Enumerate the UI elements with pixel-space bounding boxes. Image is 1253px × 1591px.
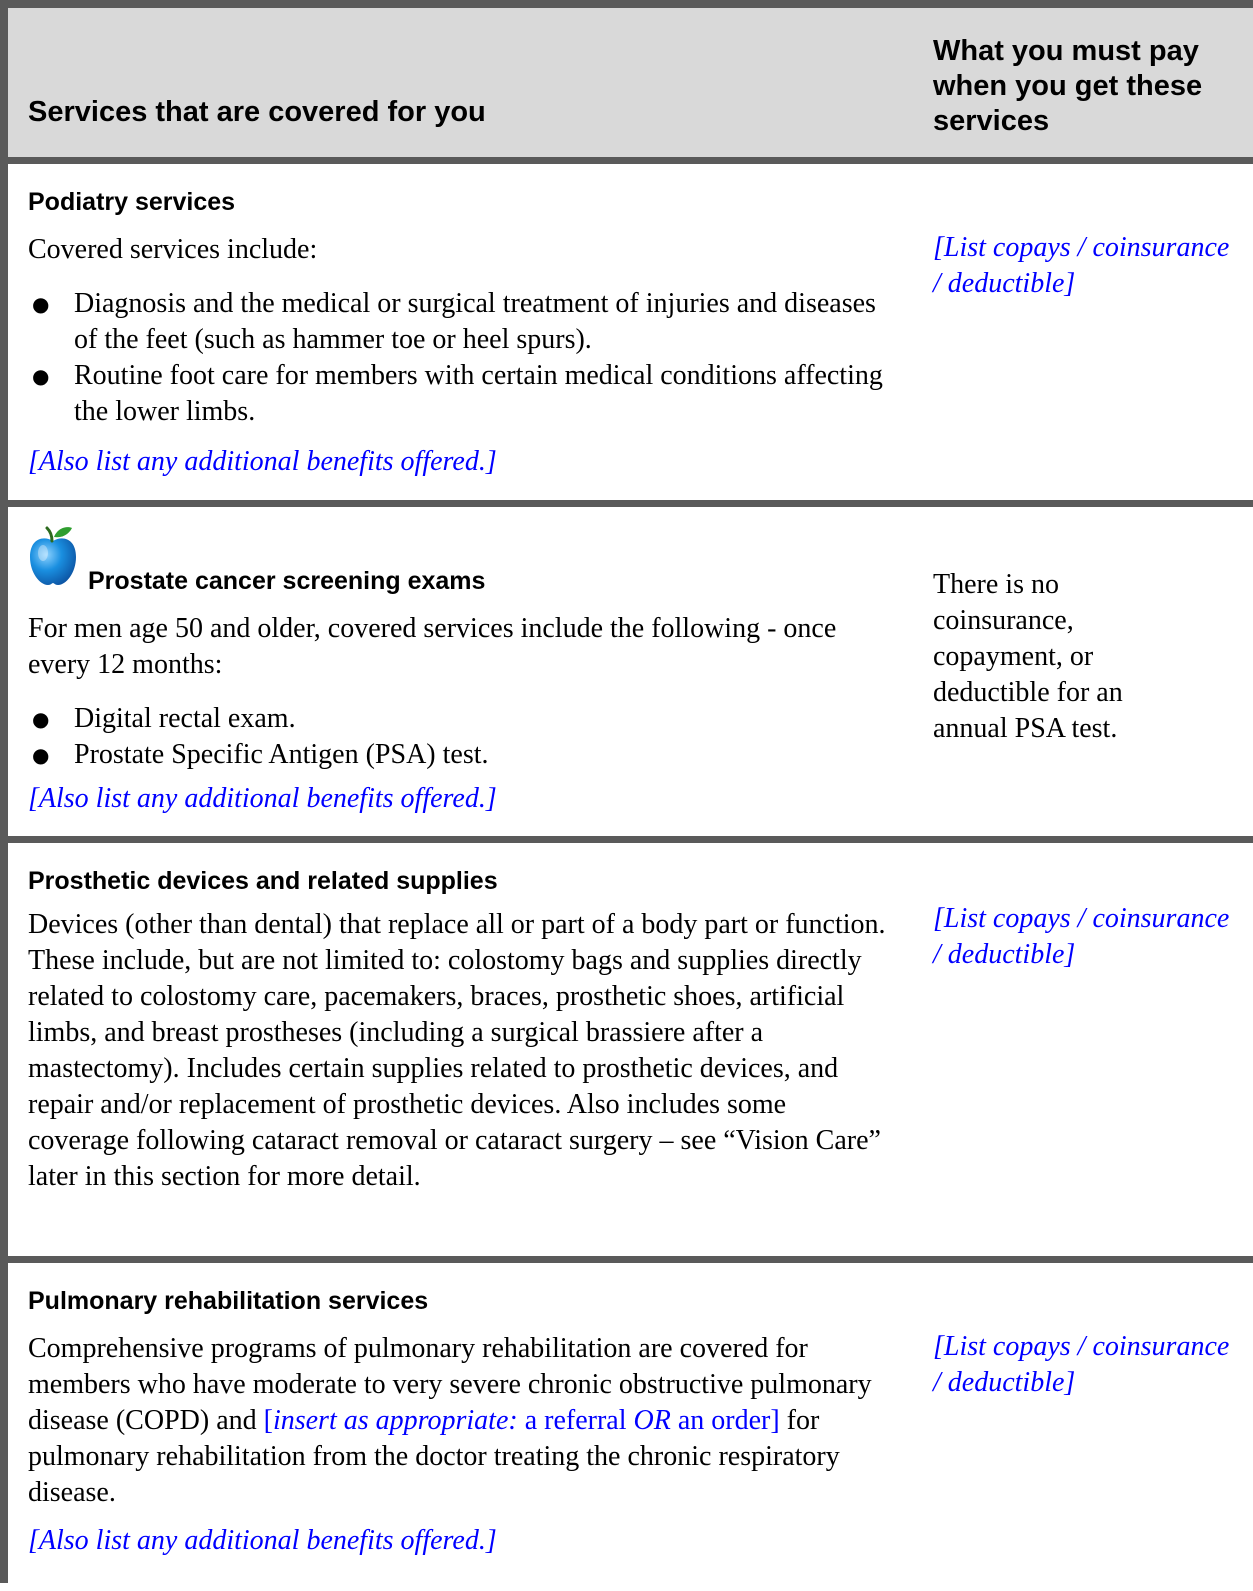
bullet-icon: ● [32, 707, 50, 731]
list-item: ● Diagnosis and the medical or surgical treatment of injuries and diseases of the feet (such as hammer toe or heel spurs). [32, 288, 876, 355]
podiatry-bullet-list [28, 286, 888, 430]
header-what-you-pay: What you must pay when you get these services [933, 35, 1203, 137]
podiatry-title: Podiatry services [28, 188, 236, 216]
bullet-icon: ● [32, 292, 50, 316]
prosthetic-title: Prosthetic devices and related supplies [28, 867, 498, 895]
row-pulmonary [8, 1256, 1253, 1591]
prostate-pay: There is no coinsurance, copayment, or deductible for an annual PSA test. [933, 569, 1123, 744]
bullet-icon: ● [32, 743, 50, 767]
header-services-covered: Services that are covered for you [28, 96, 486, 128]
pulmonary-pay: [List copays / coinsurance / deductible] [933, 1331, 1230, 1398]
podiatry-note: [Also list any additional benefits offered.] [28, 446, 497, 477]
prostate-title: Prostate cancer screening exams [88, 567, 486, 595]
bullet-icon: ● [32, 364, 50, 388]
table-header [8, 8, 1253, 157]
prosthetic-pay: [List copays / coinsurance / deductible] [933, 903, 1230, 970]
prostate-intro: For men age 50 and older, covered services include the following - once every 12 months: [28, 613, 837, 680]
pulmonary-body: Comprehensive programs of pulmonary rehabilitation are covered for members who have moderate to very severe chronic obstructive pulmonary disease (COPD) and [insert as appropriate: a referral OR an order] for pulmonary rehabilitation from the doctor treating the chronic respiratory disease. [28, 1333, 872, 1508]
pulmonary-note: [Also list any additional benefits offered.] [28, 1525, 497, 1556]
list-item: ● Routine foot care for members with certain medical conditions affecting the lower limbs. [32, 360, 883, 427]
prosthetic-body: Devices (other than dental) that replace all or part of a body part or function. These include, but are not limited to: colostomy bags and supplies directly related to colostomy care, pacemakers, braces, prosthetic shoes, artificial limbs, and breast prostheses (including a surgical brassiere after a mastectomy). Includes certain supplies related to prosthetic devices, and repair and/or replacement of prosthetic devices. Also includes some coverage following cataract removal or cataract surgery – see “Vision Care” later in this section for more detail. [28, 909, 886, 1192]
podiatry-pay: [List copays / coinsurance / deductible] [933, 232, 1230, 299]
row-prosthetic [8, 836, 1253, 1256]
list-item: ● Digital rectal exam. [28, 701, 888, 737]
prostate-bullet-list [28, 701, 888, 773]
podiatry-intro: Covered services include: [28, 234, 318, 265]
prostate-note: [Also list any additional benefits offered.] [28, 783, 497, 814]
row-prostate [8, 500, 1253, 836]
pulmonary-title: Pulmonary rehabilitation services [28, 1287, 429, 1315]
list-item: ● Prostate Specific Antigen (PSA) test. [28, 737, 888, 773]
apple-icon [28, 523, 78, 587]
row-podiatry [8, 157, 1253, 500]
